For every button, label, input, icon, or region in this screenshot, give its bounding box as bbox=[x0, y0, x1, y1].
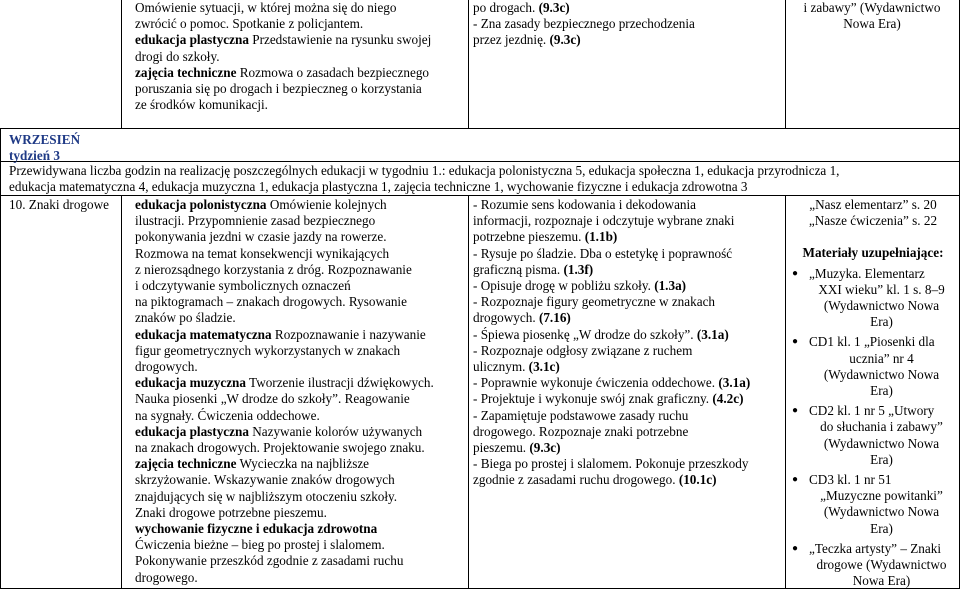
week-header bbox=[9, 132, 409, 164]
content-line bbox=[135, 359, 465, 375]
grid-line bbox=[0, 128, 1, 589]
text-span: pokonywania jezdni w czasie jazdy na rowerze. bbox=[135, 229, 387, 245]
content-line bbox=[135, 294, 465, 310]
material-line: ● CD3 kl. 1 nr 51 bbox=[809, 472, 892, 488]
text-span: na znakach drogowych. Projektowanie swojego znaku. bbox=[135, 440, 425, 456]
grid-line bbox=[121, 0, 122, 128]
content-line bbox=[135, 278, 465, 294]
material-line: (Wydawnictwo Nowa bbox=[823, 504, 940, 520]
content-line bbox=[135, 246, 465, 262]
text-span: potrzebne pieszemu. bbox=[473, 229, 585, 245]
text-span: na piktogramach – znakach drogowych. Rysowanie bbox=[135, 294, 407, 310]
content-line bbox=[135, 537, 465, 553]
material-line: (Wydawnictwo Nowa bbox=[823, 435, 940, 451]
bold-text: (9.3c) bbox=[529, 440, 561, 456]
material-line: Nowa Era) bbox=[852, 573, 911, 589]
content-line bbox=[135, 81, 465, 97]
text-span: Tworzenie ilustracji dźwiękowych. bbox=[246, 375, 434, 391]
content-line bbox=[135, 440, 465, 456]
lesson-content-cell bbox=[135, 197, 465, 586]
text-span: poruszania się po drogach i bezpieczneg o korzystania bbox=[135, 81, 422, 97]
content-line bbox=[135, 97, 465, 113]
content-line bbox=[135, 16, 465, 32]
outcome-line bbox=[473, 16, 783, 32]
text-span: - Rozpoznaje figury geometryczne w znakach bbox=[473, 294, 716, 310]
hours-line-1: Przewidywana liczba godzin na realizację poszczególnych edukacji w tygodniu 1.: edukacja polonistyczna 5, edukacja społeczna 1, edukacja przyrodnicza 1, bbox=[9, 163, 840, 178]
outcome-line bbox=[473, 375, 783, 391]
text-span: i odczytywanie symbolicznych oznaczeń bbox=[135, 278, 351, 294]
material-line: ● CD2 kl. 1 nr 5 „Utwory bbox=[809, 403, 935, 419]
content-line bbox=[135, 327, 465, 343]
text-span: drogowych. bbox=[473, 310, 539, 326]
materials-list bbox=[792, 266, 954, 589]
outcome-line bbox=[473, 343, 783, 359]
outcome-line bbox=[473, 456, 783, 472]
content-line bbox=[135, 391, 465, 407]
text-span: - Zna zasady bezpiecznego przechodzenia bbox=[473, 16, 695, 32]
material-line: „Muzyczne powitanki” bbox=[820, 488, 943, 504]
grid-line bbox=[468, 195, 469, 589]
month-label: WRZESIEŃ bbox=[9, 132, 81, 147]
text-span: skrzyżowanie. Wskazywanie znaków drogowych bbox=[135, 472, 395, 488]
bold-text: (4.2c) bbox=[712, 391, 744, 407]
material-item bbox=[792, 541, 954, 589]
text-span: - Poprawnie wykonuje ćwiczenia oddechowe. bbox=[473, 375, 719, 391]
content-line bbox=[135, 570, 465, 586]
grid-line bbox=[785, 195, 786, 589]
resource-line bbox=[788, 16, 956, 32]
bold-text: zajęcia techniczne bbox=[135, 456, 237, 472]
material-item bbox=[792, 334, 954, 399]
hours-row bbox=[9, 163, 957, 195]
text-span: Rozpoznawanie i nazywanie bbox=[271, 326, 426, 342]
content-line bbox=[135, 213, 465, 229]
text-span: ilustracji. Przypomnienie zasad bezpiecznego bbox=[135, 213, 376, 229]
content-line bbox=[135, 262, 465, 278]
content-line bbox=[135, 310, 465, 326]
text-span: - Śpiewa piosenkę „W drodze do szkoły”. bbox=[473, 326, 697, 342]
material-line: ● „Teczka artysty” – Znaki bbox=[809, 540, 941, 556]
textbook-list bbox=[792, 197, 954, 229]
bold-text: wychowanie fizyczne i edukacja zdrowotna bbox=[135, 521, 378, 537]
bold-text: (1.1b) bbox=[584, 229, 618, 245]
material-line: ● CD1 kl. 1 „Piosenki dla bbox=[809, 334, 935, 350]
bold-text: (3.1c) bbox=[528, 359, 560, 375]
bold-text: (10.1c) bbox=[678, 472, 717, 488]
bold-text: edukacja matematyczna bbox=[135, 326, 272, 342]
text-span: na sygnały. Ćwiczenia oddechowe. bbox=[135, 407, 320, 423]
content-line bbox=[135, 489, 465, 505]
text-span: Nauka piosenki „W drodze do szkoły”. Reagowanie bbox=[135, 391, 410, 407]
text-span: - Rysuje po śladzie. Dba o estetykę i poprawność bbox=[473, 245, 733, 261]
material-item bbox=[792, 403, 954, 468]
bold-text: edukacja plastyczna bbox=[135, 32, 249, 48]
material-line: ucznia” nr 4 bbox=[849, 350, 914, 366]
content-line bbox=[135, 49, 465, 65]
top-resources-cell bbox=[788, 0, 956, 32]
text-span: Rozmowa na temat konsekwencji wynikających bbox=[135, 245, 390, 261]
bold-text: (3.1a) bbox=[696, 326, 729, 342]
text-span: Przedstawienie na rysunku swojej bbox=[248, 32, 432, 48]
content-line bbox=[135, 32, 465, 48]
bold-text: (9.3c) bbox=[549, 32, 581, 48]
bold-text: (7.16) bbox=[538, 310, 571, 326]
material-line: Era) bbox=[870, 314, 893, 330]
outcome-line bbox=[473, 310, 783, 326]
text-span: drogowych. bbox=[135, 359, 198, 375]
outcome-line bbox=[473, 440, 783, 456]
text-span: zgodnie z zasadami ruchu drogowego. bbox=[473, 472, 679, 488]
bold-text: (3.1a) bbox=[718, 375, 751, 391]
text-span: - Zapamiętuje podstawowe zasady ruchu bbox=[473, 407, 689, 423]
materials-title: Materiały uzupełniające: bbox=[802, 245, 944, 261]
material-line: drogowe (Wydawnictwo bbox=[816, 557, 947, 573]
material-line: ● „Muzyka. Elementarz bbox=[809, 265, 925, 281]
text-span: po drogach. bbox=[473, 0, 539, 15]
text-span: Omówienie sytuacji, w której można się do niego bbox=[135, 0, 397, 15]
bold-text: (1.3a) bbox=[654, 278, 687, 294]
text-span: i zabawy” (Wydawnictwo bbox=[803, 0, 941, 15]
text-span: - Rozumie sens kodowania i dekodowania bbox=[473, 197, 697, 212]
text-span: Nowa Era) bbox=[843, 16, 901, 32]
content-line bbox=[135, 456, 465, 472]
outcome-line bbox=[473, 278, 783, 294]
outcome-line bbox=[473, 391, 783, 407]
text-span: figur geometrycznych wykorzystanych w znakach bbox=[135, 342, 401, 358]
content-line bbox=[135, 424, 465, 440]
outcome-line bbox=[473, 424, 783, 440]
material-line: XXI wieku” kl. 1 s. 8–9 bbox=[818, 281, 945, 297]
topic-text: 10. Znaki drogowe bbox=[9, 197, 109, 212]
content-line bbox=[135, 553, 465, 569]
text-span: ze środków komunikacji. bbox=[135, 97, 268, 113]
outcome-line bbox=[473, 294, 783, 310]
text-span: znaków po śladzie. bbox=[135, 310, 236, 326]
textbook-item: „Nasz elementarz” s. 20 bbox=[809, 197, 937, 212]
bold-text: edukacja plastyczna bbox=[135, 423, 249, 439]
content-line bbox=[135, 0, 465, 16]
text-span: - Rozpoznaje odgłosy związane z ruchem bbox=[473, 342, 693, 358]
outcome-line bbox=[473, 246, 783, 262]
outcome-line bbox=[473, 408, 783, 424]
content-line bbox=[135, 343, 465, 359]
top-outcomes-cell bbox=[473, 0, 783, 49]
grid-line bbox=[0, 128, 960, 129]
material-line: Era) bbox=[870, 520, 893, 536]
outcome-line bbox=[473, 262, 783, 278]
text-span: zwrócić o pomoc. Spotkanie z policjantem. bbox=[135, 16, 364, 32]
bold-text: (9.3c) bbox=[538, 0, 570, 15]
text-span: przez jezdnię. bbox=[473, 32, 550, 48]
bold-text: edukacja polonistyczna bbox=[135, 197, 267, 212]
textbook-item: „Nasze ćwiczenia” s. 22 bbox=[808, 213, 938, 229]
text-span: Ćwiczenia bieżne – bieg po prostej i slalomem. bbox=[135, 537, 385, 553]
content-line bbox=[135, 472, 465, 488]
text-span: drogi do szkoły. bbox=[135, 48, 220, 64]
week-label: tydzień 3 bbox=[9, 148, 60, 164]
content-line bbox=[135, 197, 465, 213]
material-item bbox=[792, 266, 954, 331]
text-span: ulicznym. bbox=[473, 359, 529, 375]
content-line bbox=[135, 375, 465, 391]
bold-text: edukacja muzyczna bbox=[135, 375, 246, 391]
text-span: Rozmowa o zasadach bezpiecznego bbox=[236, 64, 430, 80]
lesson-outcomes-cell bbox=[473, 197, 783, 489]
text-span: drogowego. bbox=[135, 569, 198, 585]
resource-line bbox=[788, 0, 956, 16]
outcome-line bbox=[473, 472, 783, 488]
text-span: informacji, rozpoznaje i odczytuje wybrane znaki bbox=[473, 213, 735, 229]
material-line: Era) bbox=[870, 383, 893, 399]
text-span: - Biega po prostej i slalomem. Pokonuje przeszkody bbox=[473, 456, 749, 472]
lesson-resources-cell bbox=[792, 197, 954, 589]
outcome-line bbox=[473, 32, 783, 48]
outcome-line bbox=[473, 359, 783, 375]
material-line: (Wydawnictwo Nowa bbox=[823, 298, 940, 314]
content-line bbox=[135, 229, 465, 245]
material-line: (Wydawnictwo Nowa bbox=[823, 366, 940, 382]
bold-text: zajęcia techniczne bbox=[135, 64, 237, 80]
text-span: Znaki drogowe potrzebne pieszemu. bbox=[135, 504, 327, 520]
lesson-topic bbox=[9, 197, 121, 213]
bold-text: (1.3f) bbox=[563, 261, 594, 277]
outcome-line bbox=[473, 229, 783, 245]
material-item bbox=[792, 472, 954, 537]
text-span: Nazywanie kolorów używanych bbox=[248, 423, 423, 439]
grid-line bbox=[785, 0, 786, 128]
outcome-line bbox=[473, 213, 783, 229]
outcome-line bbox=[473, 0, 783, 16]
outcome-line bbox=[473, 197, 783, 213]
text-span: drogowego. Rozpoznaje znaki potrzebne bbox=[473, 423, 689, 439]
hours-line-2: edukacja matematyczna 4, edukacja muzyczna 1, edukacja plastyczna 1, zajęcia techniczne 1, wychowanie fizyczne i edukacja zdrowotna 3 bbox=[9, 179, 748, 195]
material-line: Era) bbox=[870, 451, 893, 467]
content-line bbox=[135, 65, 465, 81]
material-line: do słuchania i zabawy” bbox=[820, 419, 943, 435]
text-span: - Opisuje drogę w pobliżu szkoły. bbox=[473, 278, 655, 294]
outcome-line bbox=[473, 327, 783, 343]
grid-line bbox=[121, 195, 122, 589]
grid-line bbox=[468, 0, 469, 128]
text-span: Omówienie kolejnych bbox=[266, 197, 387, 212]
content-line bbox=[135, 505, 465, 521]
content-line bbox=[135, 408, 465, 424]
top-content-cell bbox=[135, 0, 465, 113]
content-line bbox=[135, 521, 465, 537]
text-span: z nierozsądnego korzystania z dróg. Rozpoznawanie bbox=[135, 261, 412, 277]
text-span: pieszemu. bbox=[473, 440, 530, 456]
text-span: znajdujących się w najbliższym otoczeniu szkoły. bbox=[135, 488, 398, 504]
text-span: - Projektuje i wykonuje swój znak graficzny. bbox=[473, 391, 713, 407]
text-span: Wycieczka na najbliższe bbox=[236, 456, 370, 472]
text-span: Pokonywanie przeszkód zgodnie z zasadami ruchu bbox=[135, 553, 404, 569]
text-span: graficzną pisma. bbox=[473, 261, 564, 277]
